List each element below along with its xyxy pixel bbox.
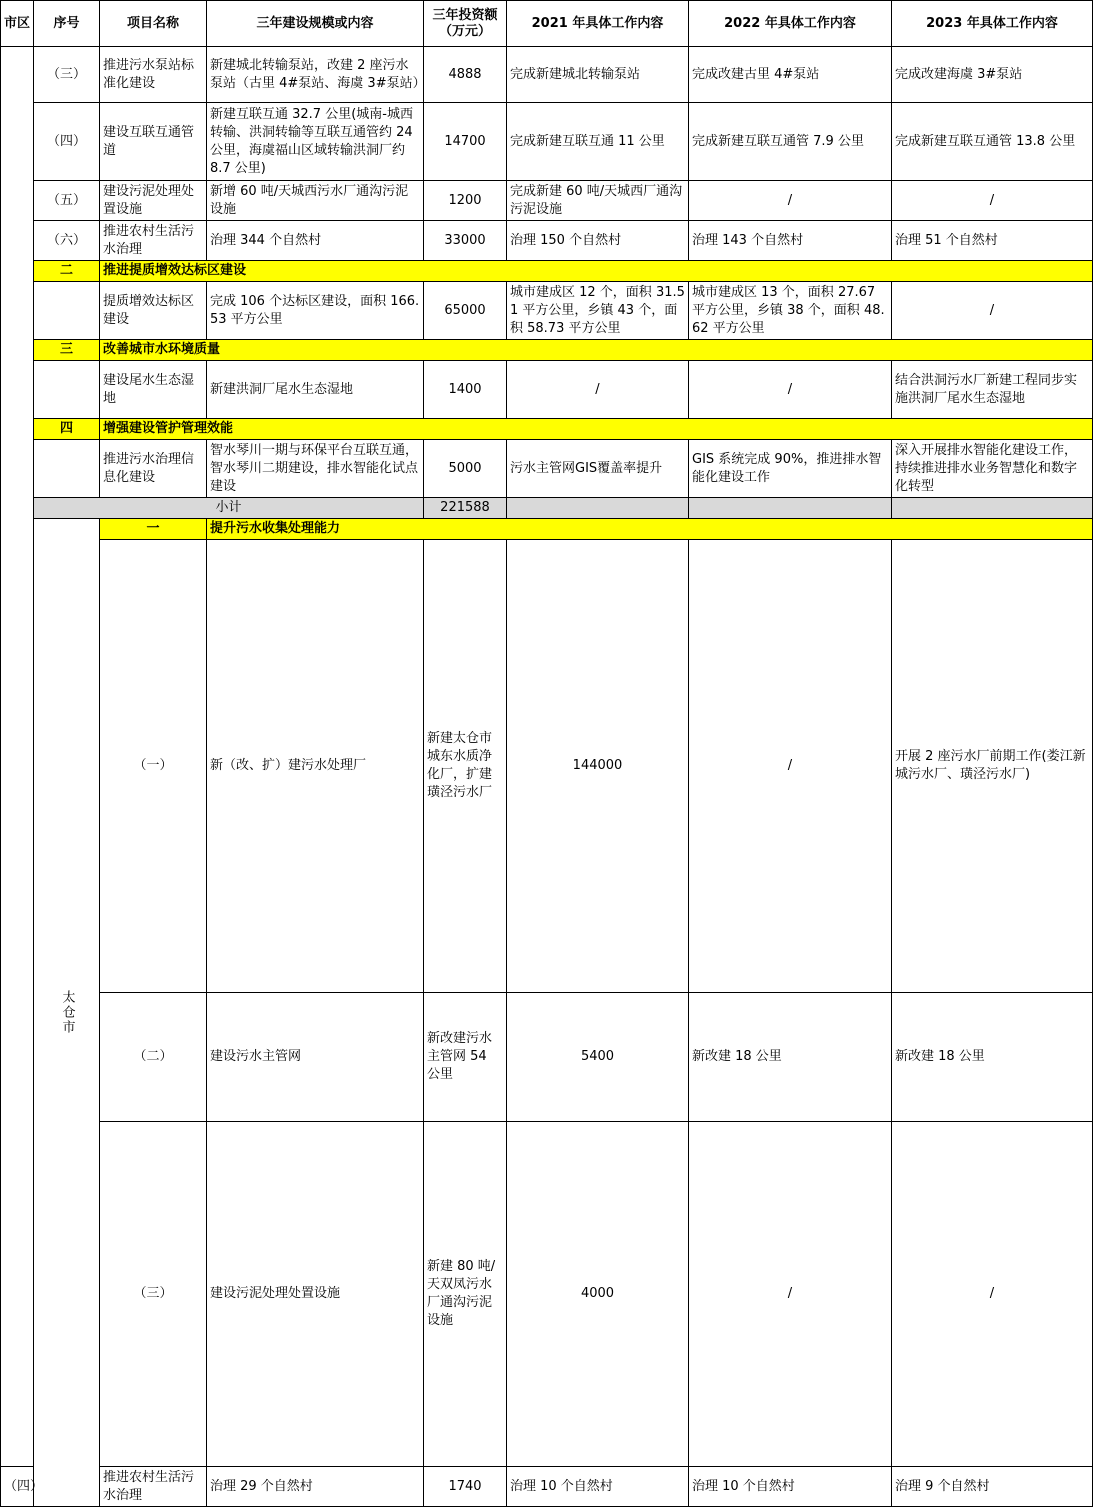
work-2021: 治理 10 个自然村 — [507, 1467, 689, 1507]
work-2021: 完成新建互联互通 11 公里 — [507, 103, 689, 181]
header-2021: 2021 年具体工作内容 — [507, 1, 689, 47]
header-no: 序号 — [34, 1, 100, 47]
project-name: 建设污泥处理处置设施 — [100, 181, 207, 221]
work-2021: / — [507, 361, 689, 419]
work-2022: 新改建 18 公里 — [892, 993, 1093, 1122]
table-row — [1, 103, 1093, 181]
project-name: 建设尾水生态湿地 — [100, 361, 207, 419]
section-row — [1, 519, 1093, 540]
work-2021: / — [689, 1122, 892, 1467]
row-no: （三） — [100, 1122, 207, 1467]
investment-value: 1200 — [424, 181, 507, 221]
work-2022: / — [689, 361, 892, 419]
section-row — [1, 261, 1093, 282]
project-scope: 新建洪洞厂尾水生态湿地 — [207, 361, 424, 419]
subtotal-investment: 221588 — [424, 498, 507, 519]
section-row — [1, 419, 1093, 440]
project-name: 推进农村生活污水治理 — [100, 1467, 207, 1507]
row-no: （四） — [34, 103, 100, 181]
work-2023: 完成改建海虞 3#泵站 — [892, 47, 1093, 103]
subtotal-empty — [689, 498, 892, 519]
investment-value: 144000 — [507, 540, 689, 993]
work-2021: 新改建 18 公里 — [689, 993, 892, 1122]
work-2023: 治理 51 个自然村 — [892, 221, 1093, 261]
work-2021: 污水主管网GIS覆盖率提升 — [507, 440, 689, 498]
project-scope: 治理 344 个自然村 — [207, 221, 424, 261]
project-name: 新（改、扩）建污水处理厂 — [207, 540, 424, 993]
work-2022: 开展 2 座污水厂前期工作(娄江新城污水厂、璜泾污水厂) — [892, 540, 1093, 993]
table-row — [1, 181, 1093, 221]
investment-value: 4000 — [507, 1122, 689, 1467]
work-2022: 治理 10 个自然村 — [689, 1467, 892, 1507]
work-2022: GIS 系统完成 90%，推进排水智能化建设工作 — [689, 440, 892, 498]
city-cell-taicang: 太仓市 — [34, 519, 100, 1507]
work-2022: 完成新建互联互通管 7.9 公里 — [689, 103, 892, 181]
investment-value: 33000 — [424, 221, 507, 261]
work-2021: 治理 150 个自然村 — [507, 221, 689, 261]
section-title: 提升污水收集处理能力 — [207, 519, 1093, 540]
work-2022: / — [689, 181, 892, 221]
row-no: （二） — [100, 993, 207, 1122]
row-no — [34, 440, 100, 498]
project-scope: 新建 80 吨/天双凤污水厂通沟污泥设施 — [424, 1122, 507, 1467]
section-row — [1, 340, 1093, 361]
work-2022: 城市建成区 13 个，面积 27.67 平方公里，乡镇 38 个，面积 48.62 平方公里 — [689, 282, 892, 340]
section-number: 二 — [34, 261, 100, 282]
table-row — [1, 1122, 1093, 1467]
project-name: 推进农村生活污水治理 — [100, 221, 207, 261]
project-name: 推进污水治理信息化建设 — [100, 440, 207, 498]
table-row — [1, 540, 1093, 993]
work-2021: / — [689, 540, 892, 993]
work-2023: / — [892, 181, 1093, 221]
section-title: 改善城市水环境质量 — [100, 340, 1093, 361]
row-no: （三） — [34, 47, 100, 103]
work-2023: 完成新建互联互通管 13.8 公里 — [892, 103, 1093, 181]
project-scope: 新建城北转输泵站，改建 2 座污水泵站（古里 4#泵站、海虞 3#泵站） — [207, 47, 424, 103]
project-scope: 新建太仓市城东水质净化厂，扩建璜泾污水厂 — [424, 540, 507, 993]
row-no — [34, 361, 100, 419]
investment-value: 5000 — [424, 440, 507, 498]
row-no: （一） — [100, 540, 207, 993]
city-cell-continued — [1, 47, 34, 1467]
header-row — [1, 1, 1093, 47]
project-scope: 治理 29 个自然村 — [207, 1467, 424, 1507]
header-2023: 2023 年具体工作内容 — [892, 1, 1093, 47]
table-row — [1, 47, 1093, 103]
investment-value: 1400 — [424, 361, 507, 419]
header-investment: 三年投资额（万元） — [424, 1, 507, 47]
work-2023: 治理 9 个自然村 — [892, 1467, 1093, 1507]
section-title: 推进提质增效达标区建设 — [100, 261, 1093, 282]
header-2022: 2022 年具体工作内容 — [689, 1, 892, 47]
table-row — [1, 440, 1093, 498]
investment-value: 1740 — [424, 1467, 507, 1507]
subtotal-empty — [507, 498, 689, 519]
project-name: 建设污水主管网 — [207, 993, 424, 1122]
work-2022: 完成改建古里 4#泵站 — [689, 47, 892, 103]
investment-value: 14700 — [424, 103, 507, 181]
project-name: 建设污泥处理处置设施 — [207, 1122, 424, 1467]
table-row — [1, 221, 1093, 261]
section-title: 增强建设管护管理效能 — [100, 419, 1093, 440]
work-2023: / — [892, 282, 1093, 340]
work-2022: 治理 143 个自然村 — [689, 221, 892, 261]
section-number: 一 — [100, 519, 207, 540]
table-row — [1, 1467, 1093, 1507]
project-scope: 新建互联互通 32.7 公里(城南-城西转输、洪洞转输等互联互通管约 24 公里，海虞福山区域转输洪洞厂约 8.7 公里) — [207, 103, 424, 181]
row-no: （四） — [1, 1467, 34, 1507]
project-scope: 智水琴川一期与环保平台互联互通，智水琴川二期建设，排水智能化试点建设 — [207, 440, 424, 498]
table-row — [1, 993, 1093, 1122]
subtotal-label: 小计 — [34, 498, 424, 519]
subtotal-empty — [892, 498, 1093, 519]
work-2023: 结合洪洞污水厂新建工程同步实施洪洞厂尾水生态湿地 — [892, 361, 1093, 419]
row-no — [34, 282, 100, 340]
work-2021: 完成新建 60 吨/天城西厂通沟污泥设施 — [507, 181, 689, 221]
table-row — [1, 282, 1093, 340]
project-name: 提质增效达标区建设 — [100, 282, 207, 340]
header-city: 市区 — [1, 1, 34, 47]
section-number: 四 — [34, 419, 100, 440]
investment-value: 5400 — [507, 993, 689, 1122]
section-number: 三 — [34, 340, 100, 361]
work-2021: 城市建成区 12 个，面积 31.51 平方公里，乡镇 43 个，面积 58.73 平方公里 — [507, 282, 689, 340]
project-name: 推进污水泵站标准化建设 — [100, 47, 207, 103]
work-2023: 深入开展排水智能化建设工作，持续推进排水业务智慧化和数字化转型 — [892, 440, 1093, 498]
subtotal-row — [1, 498, 1093, 519]
project-name: 建设互联互通管道 — [100, 103, 207, 181]
project-scope: 完成 106 个达标区建设，面积 166.53 平方公里 — [207, 282, 424, 340]
investment-value: 4888 — [424, 47, 507, 103]
project-scope: 新改建污水主管网 54 公里 — [424, 993, 507, 1122]
project-scope: 新增 60 吨/天城西污水厂通沟污泥设施 — [207, 181, 424, 221]
investment-value: 65000 — [424, 282, 507, 340]
row-no: （五） — [34, 181, 100, 221]
header-project-name: 项目名称 — [100, 1, 207, 47]
header-scope: 三年建设规模或内容 — [207, 1, 424, 47]
table-row — [1, 361, 1093, 419]
work-2021: 完成新建城北转输泵站 — [507, 47, 689, 103]
work-2022: / — [892, 1122, 1093, 1467]
row-no: （六） — [34, 221, 100, 261]
